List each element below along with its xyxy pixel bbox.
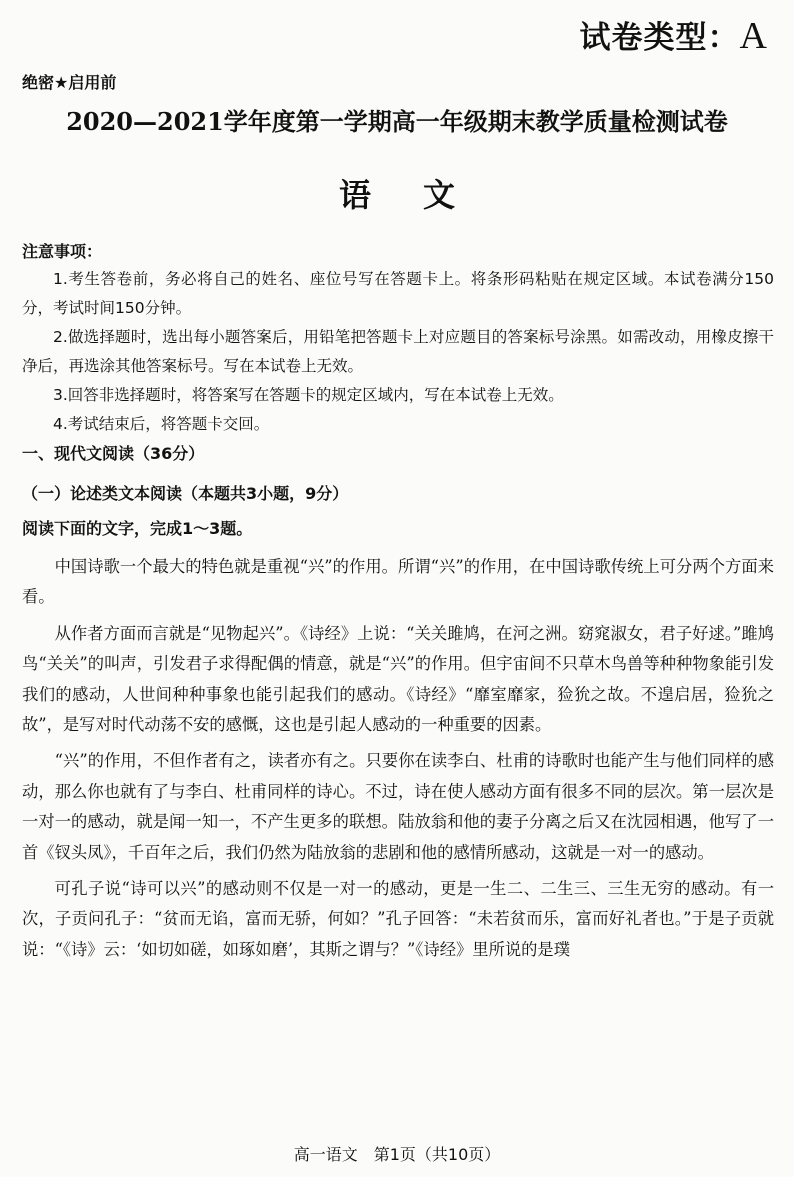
passage-paragraph: 中国诗歌一个最大的特色就是重视“兴”的作用。所谓“兴”的作用，在中国诗歌传统上可分两个方面来看。 <box>22 557 774 607</box>
passage-paragraph: 可孔子说“诗可以兴”的感动则不仅是一对一的感动，更是一生二、二生三、三生无穷的感动。有一次，子贡问孔子：“贫而无谄，富而无骄，何如？”孔子回答：“未若贫而乐，富而好礼者也。”于是子贡就说：“《诗》云：‘如切如磋，如琢如磨’，其斯之谓与？”《诗经》里所说的是璞 <box>22 879 774 959</box>
note-item: 4.考试结束后，将答题卡交回。 <box>53 415 270 433</box>
reading-passage <box>22 552 774 971</box>
notes-list <box>22 265 774 439</box>
section-subtitle: （一）论述类文本阅读（本题共3小题，9分） <box>22 484 349 503</box>
passage-paragraph: 从作者方面而言就是“见物起兴”。《诗经》上说：“关关雎鸠，在河之洲。窈窕淑女，君子好逑。”雎鸠鸟“关关”的叫声，引发君子求得配偶的情意，就是“兴”的作用。但宇宙间不只草木鸟兽等种种物象能引发我们的感动，人世间种种事象也能引起我们的感动。《诗经》“靡室靡家，猃狁之故。不遑启居，猃狁之故”，是写对时代动荡不安的感慨，这也是引起人感动的一种重要的因素。 <box>22 623 774 735</box>
paper-type-label: 试卷类型： <box>579 20 740 56</box>
section-title: 一、现代文阅读（36分） <box>22 444 205 463</box>
exam-title: 2020—2021学年度第一学期高一年级期末教学质量检测试卷 <box>66 107 728 136</box>
page-footer: 高一语文 第1页（共10页） <box>293 1145 501 1164</box>
note-item: 1.考生答卷前，务必将自己的姓名、座位号写在答题卡上。将条形码粘贴在规定区域。本试卷满分150分，考试时间150分钟。 <box>22 270 774 317</box>
notes-heading: 注意事项： <box>22 242 103 261</box>
section-instruction: 阅读下面的文字，完成1～3题。 <box>22 519 253 538</box>
passage-paragraph: “兴”的作用，不但作者有之，读者亦有之。只要你在读李白、杜甫的诗歌时也能产生与他们同样的感动，那么你也就有了与李白、杜甫同样的诗心。不过，诗在使人感动方面有很多不同的层次。第一层次是一对一的感动，就是闻一知一，不产生更多的联想。陆放翁和他的妻子分离之后又在沈园相遇，他写了一首《钗头凤》，千百年之后，我们仍然为陆放翁的悲剧和他的感情所感动，这就是一对一的感动。 <box>22 751 774 862</box>
note-item: 2.做选择题时，选出每小题答案后，用铅笔把答题卡上对应题目的答案标号涂黑。如需改动，用橡皮擦干净后，再选涂其他答案标号。写在本试卷上无效。 <box>22 328 774 375</box>
paper-type-value: A <box>739 15 768 57</box>
paper-type <box>580 12 768 58</box>
note-item: 3.回答非选择题时，将答案写在答题卡的规定区域内，写在本试卷上无效。 <box>53 386 564 404</box>
subject-title: 语文 <box>338 176 507 214</box>
secret-mark: 绝密★启用前 <box>22 73 117 92</box>
